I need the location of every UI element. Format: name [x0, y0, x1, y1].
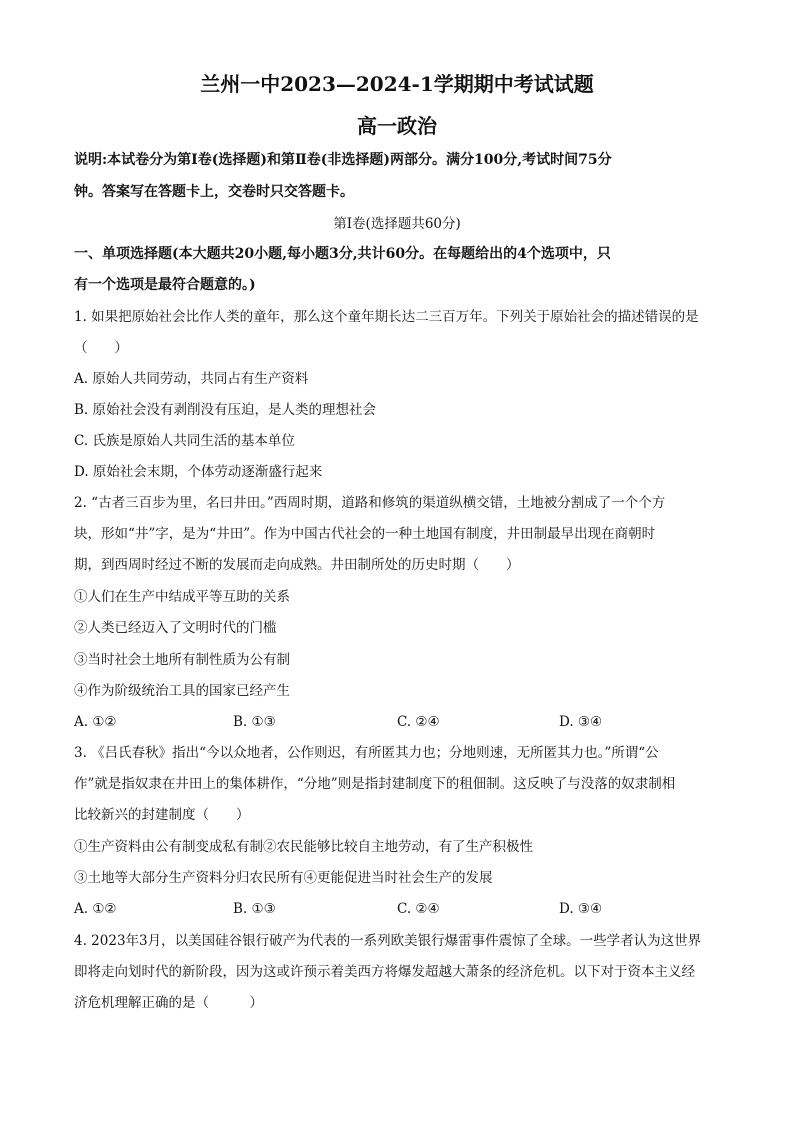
question-3-choice-d: D. ③④ [559, 901, 603, 917]
subject-title: 高一政治 [357, 114, 437, 138]
question-2-statement-2: ②人类已经迈入了文明时代的门槛 [74, 620, 277, 636]
question-3-statement-1: ①生产资料由公有制变成私有制②农民能够比较自主地劳动，有了生产积极性 [74, 839, 533, 855]
question-4-line-2: 即将走向划时代的新阶段，因为这或许预示着美西方将爆发超越大萧条的经济危机。以下对于资本主义经 [74, 964, 695, 980]
question-2-choice-b: B. ①③ [233, 714, 276, 730]
question-1-option-c: C. 氏族是原始人共同生活的基本单位 [74, 433, 295, 449]
instructions-line-1: 说明:本试卷分为第Ⅰ卷(选择题)和第Ⅱ卷(非选择题)两部分。满分100分,考试时间75分 [74, 152, 612, 168]
question-1-option-d: D. 原始社会末期，个体劳动逐渐盛行起来 [74, 464, 323, 480]
question-2-choice-d: D. ③④ [559, 714, 603, 730]
question-2-statement-1: ①人们在生产中结成平等互助的关系 [74, 589, 290, 605]
section-heading-line-1: 一、单项选择题(本大题共20小题,每小题3分,共计60分。在每题给出的4个选项中，只 [74, 246, 611, 262]
question-3-choice-b: B. ①③ [233, 901, 276, 917]
question-4-line-3: 济危机理解正确的是（ ） [74, 995, 263, 1011]
question-1-line-1: 1. 如果把原始社会比作人类的童年，那么这个童年期长达二三百万年。下列关于原始社会的描述错误的是 [74, 309, 699, 325]
question-1-option-a: A. 原始人共同劳动，共同占有生产资料 [74, 371, 309, 387]
question-3-line-3: 比较新兴的封建制度（ ） [74, 807, 250, 823]
question-2-choice-c: C. ②④ [397, 714, 440, 730]
question-2-statement-4: ④作为阶级统治工具的国家已经产生 [74, 683, 290, 699]
instructions-line-2: 钟。答案写在答题卡上，交卷时只交答题卡。 [74, 184, 354, 200]
question-1-option-b: B. 原始社会没有剥削没有压迫，是人类的理想社会 [74, 402, 377, 418]
question-3-line-1: 3. 《吕氏春秋》指出“今以众地者，公作则迟，有所匿其力也；分地则速，无所匿其力也。”所谓“公 [74, 745, 659, 761]
part-heading: 第Ⅰ卷(选择题共60分) [333, 216, 461, 232]
question-4-line-1: 4. 2023年3月，以美国硅谷银行破产为代表的一系列欧美银行爆雷事件震惊了全球。一些学者认为这世界 [74, 933, 702, 949]
question-2-line-2: 块，形如“井”字，是为“井田”。作为中国古代社会的一种土地国有制度，井田制最早出现在商朝时 [74, 526, 656, 542]
question-2-line-3: 期，到西周时经过不断的发展而走向成熟。井田制所处的历史时期（ ） [74, 557, 520, 573]
question-3-choice-a: A. ①② [74, 901, 117, 917]
question-2-line-1: 2. “古者三百步为里，名曰井田。”西周时期，道路和修筑的渠道纵横交错，土地被分割成了一个个方 [74, 495, 666, 511]
question-3-line-2: 作”就是指奴隶在井田上的集体耕作，“分地”则是指封建制度下的租佃制。这反映了与没落的奴隶制相 [74, 776, 676, 792]
exam-title: 兰州一中2023—2024-1学期期中考试试题 [200, 72, 594, 96]
question-2-statement-3: ③当时社会土地所有制性质为公有制 [74, 652, 290, 668]
section-heading-line-2: 有一个选项是最符合题意的。) [74, 277, 256, 293]
question-3-choice-c: C. ②④ [397, 901, 440, 917]
question-1-line-2: （ ） [74, 340, 128, 356]
question-2-choice-a: A. ①② [74, 714, 117, 730]
question-3-statement-2: ③土地等大部分生产资料分归农民所有④更能促进当时社会生产的发展 [74, 870, 493, 886]
